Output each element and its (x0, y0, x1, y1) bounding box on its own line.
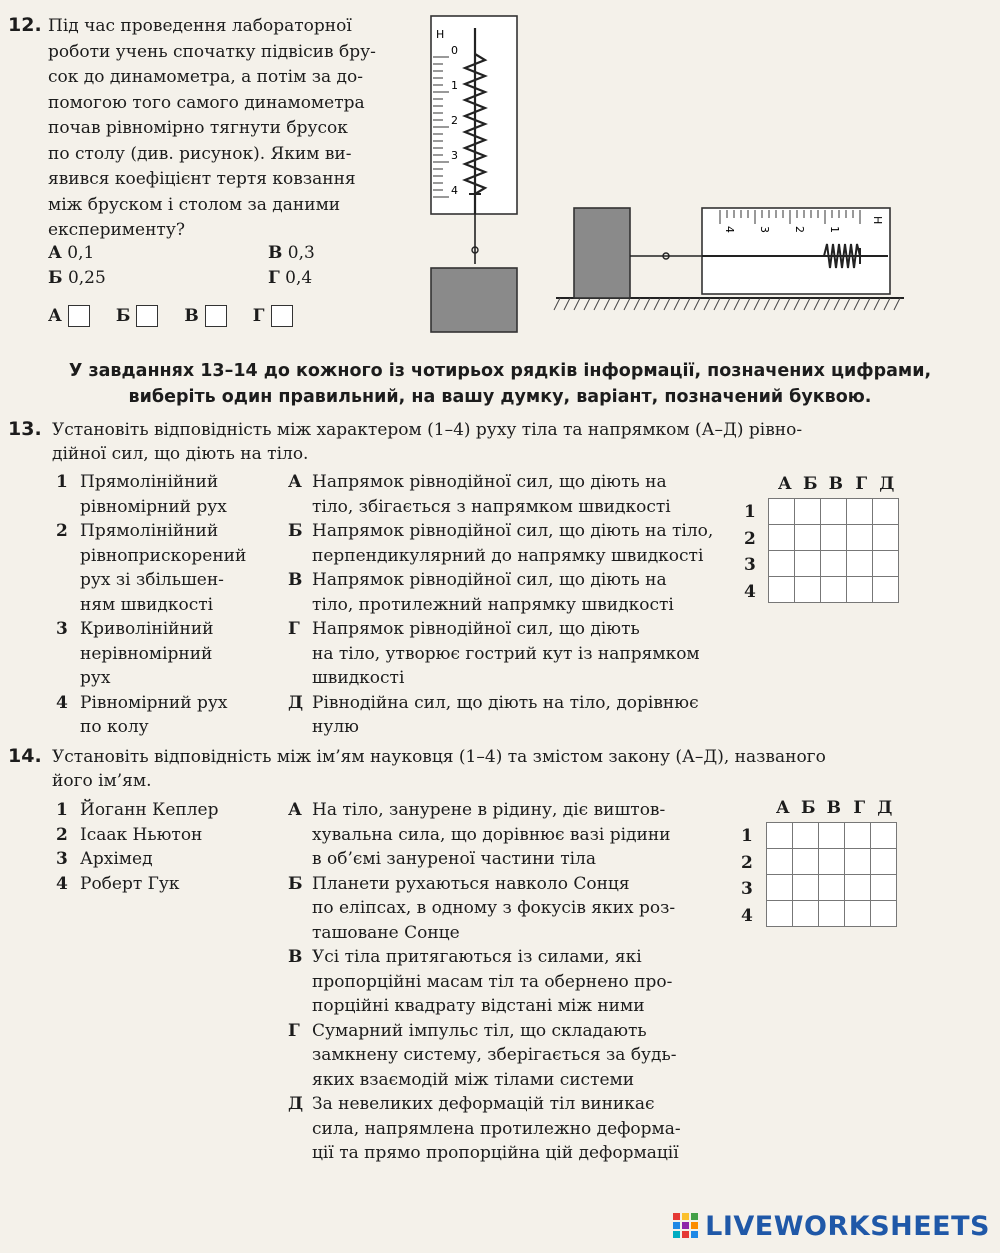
answer-label-b: Б (115, 306, 131, 326)
q13-right-item (288, 470, 738, 519)
grid-cell[interactable] (873, 577, 899, 603)
q12-line: між бруском і столом за даними (48, 194, 341, 215)
item-letter: Г (288, 619, 300, 639)
grid-cell[interactable] (821, 499, 847, 525)
grid-cell[interactable] (769, 499, 795, 525)
item-text: Планети рухаються навколо Сонця по еліпсах, в одному з фокусів яких роз- ташоване Сонце (312, 873, 676, 943)
q13-stem-line: Установіть відповідність між характером (1–4) руху тіла та напрямком (А–Д) рівно- (52, 420, 803, 440)
item-text: На тіло, занурене в рідину, діє виштов- хувальна сила, що дорівнює вазі рідини в об’ємі зануреної частини тіла (312, 800, 671, 869)
q13-grid-row-labels (744, 502, 756, 608)
q14-grid-row-labels (741, 826, 753, 932)
grid-row-label: 4 (741, 905, 753, 926)
q13-left-item (56, 617, 281, 691)
hanging-block (431, 268, 517, 332)
q12-text (48, 14, 398, 244)
grid-col-label: Б (802, 474, 818, 494)
item-text: Ісаак Ньютон (80, 824, 203, 845)
grid-cell[interactable] (847, 577, 873, 603)
grid-col-label: В (826, 798, 841, 818)
item-number: 4 (56, 873, 68, 894)
q12-option-b (48, 268, 106, 288)
grid-col-label: Д (877, 798, 893, 818)
grid-cell[interactable] (871, 901, 897, 927)
item-letter: А (288, 472, 302, 492)
item-letter: Г (288, 1020, 300, 1041)
grid-cell[interactable] (847, 499, 873, 525)
liveworksheets-watermark (673, 1208, 990, 1244)
grid-cell[interactable] (847, 525, 873, 551)
q14-right-column (288, 798, 738, 1166)
grid-row-label: 2 (744, 528, 756, 549)
q14-right-item (288, 872, 738, 946)
grid-cell[interactable] (873, 499, 899, 525)
scale-label: 3 (451, 149, 458, 162)
answer-checkbox-a[interactable] (68, 305, 90, 327)
item-letter: Д (288, 692, 304, 713)
scale-label: 4 (723, 226, 736, 233)
q12-line: Під час проведення лабораторної (48, 16, 352, 36)
grid-cell[interactable] (847, 551, 873, 577)
instruction-line-1: У завданнях 13–14 до кожного із чотирьох рядків інформації, позначених цифрами, (68, 361, 932, 381)
grid-cell[interactable] (845, 849, 871, 875)
q14-left-item (56, 847, 281, 872)
q14-grid-header (770, 798, 898, 818)
item-number: 3 (56, 849, 68, 869)
option-value: 0,4 (285, 268, 313, 288)
answer-label-a: А (48, 306, 62, 326)
grid-cell[interactable] (845, 901, 871, 927)
q12-answer-row (48, 305, 293, 327)
grid-col-label: Д (879, 474, 895, 494)
q14-left-item (56, 798, 281, 823)
item-text: Криволінійний нерівномірний рух (80, 619, 214, 688)
grid-cell[interactable] (795, 525, 821, 551)
grid-cell[interactable] (873, 525, 899, 551)
q13-answer-grid (768, 498, 899, 603)
q14-left-column (56, 798, 281, 896)
q13-number: 13. (8, 418, 42, 440)
grid-row-label: 1 (741, 826, 753, 846)
option-value: 0,25 (67, 268, 106, 288)
q12-line: експерименту? (48, 220, 185, 240)
q14-stem-line: його ім’ям. (52, 771, 152, 791)
grid-cell[interactable] (767, 901, 793, 927)
vertical-dynamometer-figure (425, 14, 525, 334)
grid-cell[interactable] (821, 577, 847, 603)
grid-col-label: В (828, 474, 843, 494)
item-text: За невеликих деформацій тіл виникає сила, напрямлена протилежно деформа- ції та прямо пропорційна цій деформації (312, 1094, 681, 1163)
option-letter: В (268, 243, 283, 263)
item-text: Напрямок рівнодійної сил, що діють на тіло, перпендикулярний до напрямку швидкості (312, 521, 714, 566)
answer-label-g: Г (252, 306, 265, 326)
item-text: Прямолінійний рівномірний рух (80, 472, 227, 517)
grid-cell[interactable] (793, 901, 819, 927)
grid-cell[interactable] (767, 875, 793, 901)
grid-cell[interactable] (871, 823, 897, 849)
answer-checkbox-g[interactable] (271, 305, 293, 327)
grid-cell[interactable] (821, 525, 847, 551)
q12-option-a (48, 243, 94, 263)
option-letter: А (48, 243, 62, 263)
q13-left-column (56, 470, 281, 740)
option-value: 0,3 (287, 243, 315, 263)
grid-row-label: 1 (744, 502, 756, 522)
q14-left-item (56, 872, 281, 897)
grid-cell[interactable] (819, 875, 845, 901)
grid-cell[interactable] (819, 849, 845, 875)
q13-right-column (288, 470, 738, 740)
grid-cell[interactable] (821, 551, 847, 577)
item-text: Йоганн Кеплер (80, 800, 219, 820)
item-text: Рівномірний рух по колу (80, 692, 228, 737)
scale-label: 0 (451, 44, 458, 57)
q13-right-item (288, 617, 738, 691)
item-number: 1 (56, 800, 68, 820)
dynamometer-unit: Н (436, 28, 445, 41)
item-text: Усі тіла притягаються із силами, які пропорційні масам тіл та обернено про- порційні квадрату відстані між ними (312, 947, 673, 1016)
item-text: Прямолінійний рівноприскорений рух зі збільшен- ням швидкості (80, 521, 247, 615)
q12-option-v (268, 243, 315, 263)
grid-cell[interactable] (795, 551, 821, 577)
scale-label: Н (871, 216, 884, 225)
q13-grid-header (772, 474, 900, 494)
scale-label: 4 (451, 184, 458, 197)
grid-cell[interactable] (819, 901, 845, 927)
grid-row-label: 3 (744, 555, 756, 575)
q12-line: сок до динамометра, а потім за до- (48, 67, 363, 87)
q13-left-item (56, 519, 281, 617)
grid-row-label: 4 (744, 581, 756, 602)
grid-row-label: 2 (741, 852, 753, 873)
grid-col-label: А (775, 798, 790, 818)
q14-number: 14. (8, 745, 42, 767)
scale-label: 1 (828, 226, 841, 233)
grid-cell[interactable] (793, 849, 819, 875)
q14-right-item (288, 1019, 738, 1093)
grid-cell[interactable] (845, 875, 871, 901)
item-letter: В (288, 570, 303, 590)
grid-cell[interactable] (767, 823, 793, 849)
item-number: 1 (56, 472, 68, 492)
item-number: 2 (56, 521, 68, 541)
item-number: 2 (56, 824, 68, 845)
q12-line: роботи учень спочатку підвісив бру- (48, 41, 376, 62)
q14-stem-line: Установіть відповідність між ім’ям науковця (1–4) та змістом закону (А–Д), названого (52, 747, 826, 767)
option-value: 0,1 (67, 243, 95, 263)
q12-line: помогою того самого динамометра (48, 92, 365, 113)
grid-cell[interactable] (795, 499, 821, 525)
item-text: Роберт Гук (80, 873, 180, 894)
option-letter: Б (48, 268, 63, 288)
grid-cell[interactable] (795, 577, 821, 603)
item-letter: Д (288, 1094, 304, 1114)
q13-left-item (56, 691, 281, 740)
grid-col-label: А (777, 474, 792, 494)
q14-right-item (288, 798, 738, 872)
horizontal-dynamometer-body (702, 208, 890, 294)
q12-line: почав рівномірно тягнути брусок (48, 118, 348, 138)
q13-right-item (288, 691, 738, 740)
answer-checkbox-b[interactable] (136, 305, 158, 327)
q14-stem (52, 745, 952, 793)
item-text: Напрямок рівнодійної сил, що діють на тіло, збігається з напрямком швидкості (312, 472, 671, 517)
item-letter: Б (288, 873, 303, 894)
grid-cell[interactable] (767, 849, 793, 875)
horizontal-dynamometer-figure (552, 200, 907, 315)
grid-cell[interactable] (769, 577, 795, 603)
q13-stem (52, 418, 952, 466)
item-letter: Б (288, 521, 303, 541)
scale-label: 1 (451, 79, 458, 92)
q12-number: 12. (8, 14, 42, 36)
grid-col-label: Г (853, 798, 866, 818)
section-instruction (0, 358, 1000, 410)
liveworksheets-logo-icon (673, 1211, 701, 1241)
q14-left-item (56, 823, 281, 848)
q14-answer-grid (766, 822, 897, 927)
grid-col-label: Г (855, 474, 868, 494)
item-text: Напрямок рівнодійної сил, що діють на тіло, протилежний напрямку швидкості (312, 570, 674, 615)
scale-label: 2 (793, 226, 806, 233)
q14-right-item (288, 1092, 738, 1166)
grid-cell[interactable] (871, 849, 897, 875)
grid-cell[interactable] (793, 823, 819, 849)
item-number: 3 (56, 619, 68, 639)
item-text: Напрямок рівнодійної сил, що діють на тіло, утворює гострий кут із напрямком швидкості (312, 619, 700, 688)
grid-cell[interactable] (819, 823, 845, 849)
answer-checkbox-v[interactable] (205, 305, 227, 327)
grid-cell[interactable] (769, 525, 795, 551)
item-text: Сумарний імпульс тіл, що складають замкнену систему, зберігається за будь- яких взаємодій між тілами системи (312, 1020, 677, 1090)
q13-right-item (288, 519, 738, 568)
liveworksheets-brand[interactable]: LIVEWORKSHEETS (705, 1210, 990, 1242)
item-number: 4 (56, 692, 68, 713)
grid-cell[interactable] (845, 823, 871, 849)
item-letter: В (288, 947, 303, 967)
q12-line: по столу (див. рисунок). Яким ви- (48, 143, 352, 164)
q12-line: явився коефіцієнт тертя ковзання (48, 169, 356, 189)
grid-cell[interactable] (769, 551, 795, 577)
answer-label-v: В (184, 306, 199, 326)
q13-right-item (288, 568, 738, 617)
q14-right-item (288, 945, 738, 1019)
q13-left-item (56, 470, 281, 519)
grid-cell[interactable] (871, 875, 897, 901)
grid-cell[interactable] (793, 875, 819, 901)
item-text: Архімед (80, 849, 153, 869)
scale-label: 3 (758, 226, 771, 233)
grid-cell[interactable] (873, 551, 899, 577)
item-letter: А (288, 800, 302, 820)
instruction-line-2: виберіть один правильний, на вашу думку, варіант, позначений буквою. (128, 387, 872, 407)
scale-label: 2 (451, 114, 458, 127)
grid-row-label: 3 (741, 879, 753, 899)
q13-stem-line: дійної сил, що діють на тіло. (52, 444, 309, 464)
item-text: Рівнодійна сил, що діють на тіло, дорівнює нулю (312, 692, 699, 737)
grid-col-label: Б (800, 798, 816, 818)
table-block (574, 208, 630, 298)
option-letter: Г (268, 268, 280, 288)
q12-option-g (268, 268, 312, 288)
